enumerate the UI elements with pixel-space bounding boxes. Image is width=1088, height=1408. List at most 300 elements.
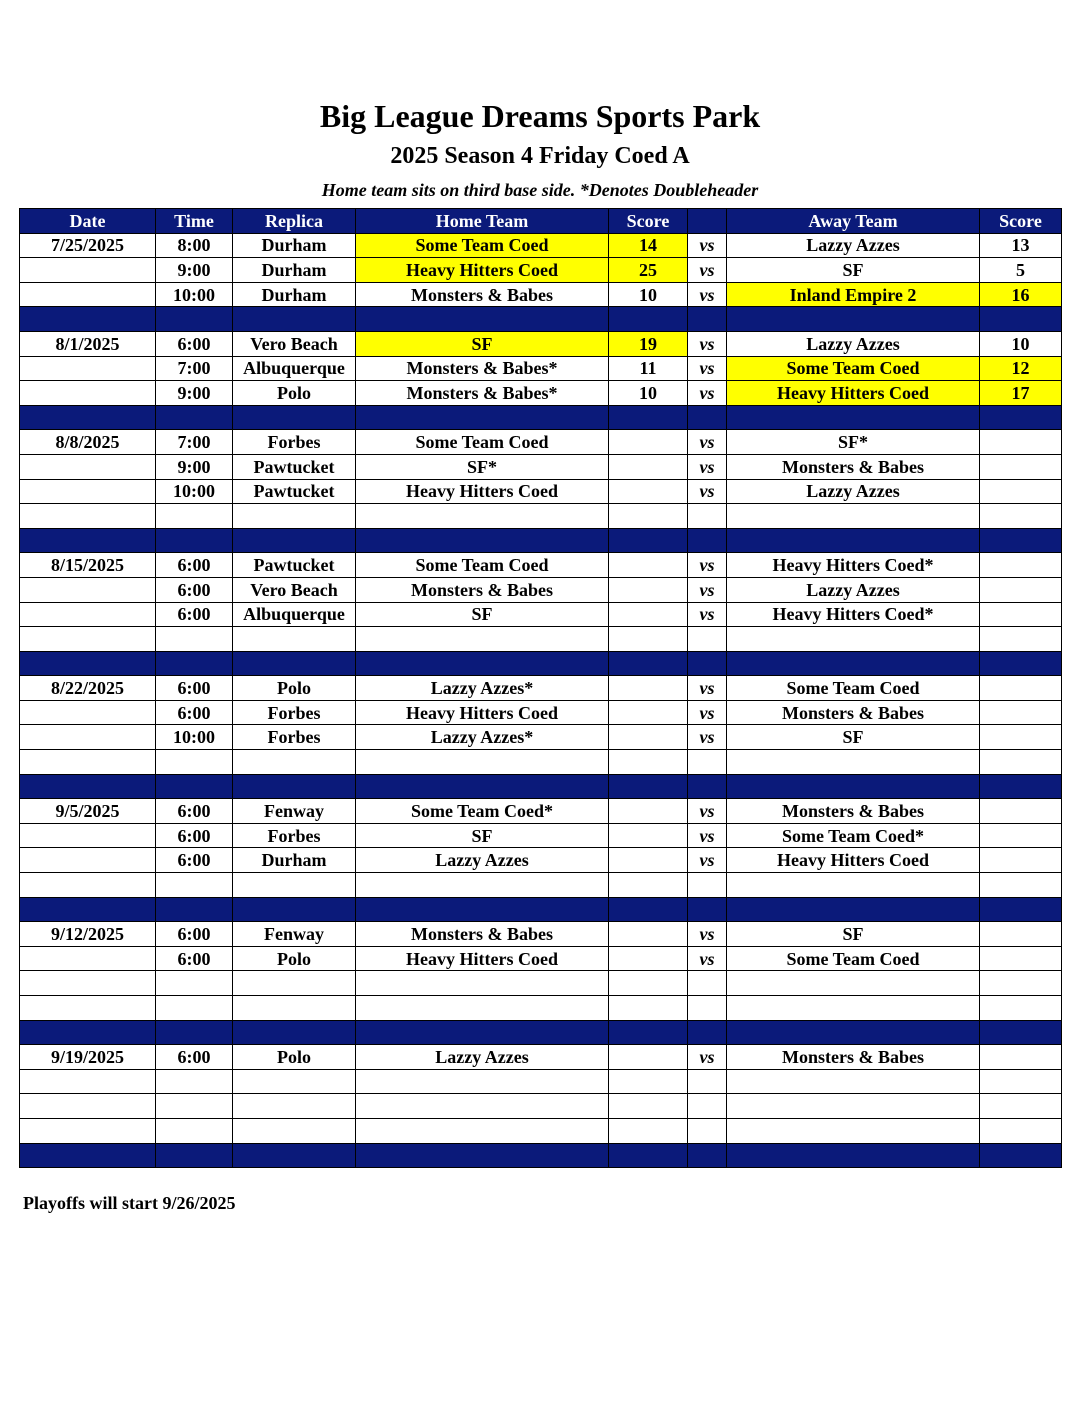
home-score-cell — [609, 602, 688, 627]
time-cell: 7:00 — [156, 356, 233, 381]
replica-cell — [233, 307, 356, 332]
away-score-cell — [980, 873, 1062, 898]
away-team-cell — [727, 1118, 980, 1143]
date-cell: 9/19/2025 — [20, 1045, 156, 1070]
header-away-score: Score — [980, 209, 1062, 234]
time-cell: 6:00 — [156, 602, 233, 627]
separator-row — [20, 1020, 1062, 1045]
away-team-cell: Heavy Hitters Coed* — [727, 602, 980, 627]
replica-cell — [233, 405, 356, 430]
time-cell — [156, 1143, 233, 1168]
vs-cell: vs — [688, 577, 727, 602]
away-score-cell: 17 — [980, 381, 1062, 406]
date-cell — [20, 1020, 156, 1045]
replica-cell — [233, 1069, 356, 1094]
home-team-cell: Some Team Coed* — [356, 799, 609, 824]
time-cell: 6:00 — [156, 922, 233, 947]
away-score-cell — [980, 307, 1062, 332]
date-cell — [20, 479, 156, 504]
home-team-cell: SF* — [356, 454, 609, 479]
replica-cell — [233, 627, 356, 652]
away-score-cell — [980, 405, 1062, 430]
time-cell — [156, 528, 233, 553]
replica-cell — [233, 750, 356, 775]
replica-cell: Fenway — [233, 799, 356, 824]
away-score-cell — [980, 996, 1062, 1021]
home-score-cell — [609, 946, 688, 971]
date-cell — [20, 873, 156, 898]
vs-cell — [688, 307, 727, 332]
away-team-cell: Lazzy Azzes — [727, 331, 980, 356]
away-team-cell — [727, 307, 980, 332]
home-team-cell: Monsters & Babes — [356, 577, 609, 602]
replica-cell — [233, 504, 356, 529]
replica-cell: Forbes — [233, 823, 356, 848]
home-team-cell — [356, 897, 609, 922]
replica-cell: Pawtucket — [233, 479, 356, 504]
separator-row — [20, 307, 1062, 332]
home-team-cell — [356, 1118, 609, 1143]
game-row — [20, 233, 1062, 258]
away-score-cell: 13 — [980, 233, 1062, 258]
home-score-cell — [609, 823, 688, 848]
replica-cell: Forbes — [233, 700, 356, 725]
empty-row — [20, 996, 1062, 1021]
home-score-cell — [609, 504, 688, 529]
header-away-team: Away Team — [727, 209, 980, 234]
home-team-cell: Monsters & Babes — [356, 282, 609, 307]
away-score-cell — [980, 799, 1062, 824]
replica-cell — [233, 897, 356, 922]
empty-row — [20, 873, 1062, 898]
away-score-cell — [980, 848, 1062, 873]
replica-cell — [233, 996, 356, 1021]
date-cell — [20, 504, 156, 529]
time-cell — [156, 627, 233, 652]
empty-row — [20, 1069, 1062, 1094]
home-score-cell: 10 — [609, 381, 688, 406]
home-team-cell — [356, 873, 609, 898]
date-cell: 9/12/2025 — [20, 922, 156, 947]
home-team-cell: Some Team Coed — [356, 233, 609, 258]
home-team-cell — [356, 996, 609, 1021]
vs-cell: vs — [688, 823, 727, 848]
away-score-cell: 16 — [980, 282, 1062, 307]
time-cell — [156, 1069, 233, 1094]
date-cell — [20, 725, 156, 750]
home-team-cell — [356, 1020, 609, 1045]
replica-cell: Vero Beach — [233, 577, 356, 602]
away-team-cell: Lazzy Azzes — [727, 577, 980, 602]
home-team-cell: Some Team Coed — [356, 430, 609, 455]
away-score-cell — [980, 725, 1062, 750]
away-team-cell: SF — [727, 258, 980, 283]
vs-cell: vs — [688, 479, 727, 504]
away-score-cell — [980, 553, 1062, 578]
home-score-cell — [609, 1069, 688, 1094]
date-cell — [20, 774, 156, 799]
away-team-cell: Heavy Hitters Coed — [727, 381, 980, 406]
vs-cell — [688, 504, 727, 529]
away-score-cell — [980, 528, 1062, 553]
home-score-cell — [609, 996, 688, 1021]
replica-cell: Forbes — [233, 725, 356, 750]
home-score-cell — [609, 873, 688, 898]
vs-cell: vs — [688, 258, 727, 283]
date-cell — [20, 602, 156, 627]
away-score-cell — [980, 577, 1062, 602]
vs-cell — [688, 405, 727, 430]
date-cell: 9/5/2025 — [20, 799, 156, 824]
replica-cell — [233, 971, 356, 996]
home-team-cell: Some Team Coed — [356, 553, 609, 578]
replica-cell — [233, 651, 356, 676]
time-cell — [156, 750, 233, 775]
home-score-cell — [609, 971, 688, 996]
time-cell: 6:00 — [156, 331, 233, 356]
date-cell — [20, 258, 156, 283]
time-cell — [156, 774, 233, 799]
home-score-cell — [609, 430, 688, 455]
game-row — [20, 922, 1062, 947]
home-score-cell — [609, 799, 688, 824]
away-team-cell: Monsters & Babes — [727, 799, 980, 824]
away-score-cell — [980, 676, 1062, 701]
home-score-cell — [609, 750, 688, 775]
away-score-cell — [980, 1069, 1062, 1094]
date-cell — [20, 897, 156, 922]
header-date: Date — [20, 209, 156, 234]
header-home-team: Home Team — [356, 209, 609, 234]
time-cell: 9:00 — [156, 381, 233, 406]
home-team-cell: SF — [356, 823, 609, 848]
home-team-cell — [356, 528, 609, 553]
time-cell — [156, 873, 233, 898]
away-score-cell — [980, 430, 1062, 455]
date-cell — [20, 1094, 156, 1119]
time-cell: 6:00 — [156, 799, 233, 824]
home-score-cell — [609, 774, 688, 799]
date-cell — [20, 651, 156, 676]
home-team-cell: Heavy Hitters Coed — [356, 479, 609, 504]
vs-cell: vs — [688, 848, 727, 873]
away-team-cell — [727, 1069, 980, 1094]
game-row — [20, 258, 1062, 283]
home-team-cell — [356, 651, 609, 676]
schedule-table — [19, 208, 1062, 1168]
away-score-cell — [980, 946, 1062, 971]
empty-row — [20, 1094, 1062, 1119]
date-cell: 8/15/2025 — [20, 553, 156, 578]
vs-cell: vs — [688, 381, 727, 406]
vs-cell: vs — [688, 725, 727, 750]
date-cell — [20, 282, 156, 307]
away-team-cell: Heavy Hitters Coed — [727, 848, 980, 873]
date-cell — [20, 823, 156, 848]
time-cell: 9:00 — [156, 454, 233, 479]
away-team-cell: SF — [727, 725, 980, 750]
away-score-cell — [980, 602, 1062, 627]
home-team-cell: Lazzy Azzes* — [356, 676, 609, 701]
separator-row — [20, 774, 1062, 799]
header-row — [20, 209, 1062, 234]
vs-cell — [688, 1143, 727, 1168]
away-score-cell — [980, 750, 1062, 775]
vs-cell: vs — [688, 233, 727, 258]
replica-cell: Pawtucket — [233, 454, 356, 479]
time-cell: 6:00 — [156, 946, 233, 971]
away-team-cell — [727, 1020, 980, 1045]
game-row — [20, 454, 1062, 479]
game-row — [20, 430, 1062, 455]
game-row — [20, 823, 1062, 848]
separator-row — [20, 405, 1062, 430]
away-score-cell — [980, 504, 1062, 529]
time-cell — [156, 1020, 233, 1045]
away-team-cell: Some Team Coed — [727, 356, 980, 381]
home-score-cell — [609, 897, 688, 922]
empty-row — [20, 504, 1062, 529]
home-score-cell — [609, 848, 688, 873]
replica-cell — [233, 774, 356, 799]
home-score-cell — [609, 479, 688, 504]
replica-cell: Albuquerque — [233, 356, 356, 381]
away-score-cell: 5 — [980, 258, 1062, 283]
game-row — [20, 479, 1062, 504]
date-cell: 7/25/2025 — [20, 233, 156, 258]
home-team-cell: SF — [356, 331, 609, 356]
header-time: Time — [156, 209, 233, 234]
away-score-cell — [980, 774, 1062, 799]
home-team-cell: SF — [356, 602, 609, 627]
away-team-cell — [727, 971, 980, 996]
header-replica: Replica — [233, 209, 356, 234]
vs-cell — [688, 897, 727, 922]
home-team-cell: Monsters & Babes* — [356, 356, 609, 381]
home-score-cell — [609, 577, 688, 602]
vs-cell — [688, 627, 727, 652]
away-team-cell: Some Team Coed* — [727, 823, 980, 848]
date-cell — [20, 700, 156, 725]
time-cell — [156, 504, 233, 529]
date-cell — [20, 528, 156, 553]
away-team-cell: SF* — [727, 430, 980, 455]
home-team-cell — [356, 504, 609, 529]
time-cell — [156, 971, 233, 996]
date-cell — [20, 577, 156, 602]
away-team-cell — [727, 405, 980, 430]
date-cell — [20, 307, 156, 332]
vs-cell: vs — [688, 454, 727, 479]
date-cell — [20, 848, 156, 873]
replica-cell — [233, 1020, 356, 1045]
game-row — [20, 700, 1062, 725]
game-row — [20, 946, 1062, 971]
away-team-cell: Monsters & Babes — [727, 700, 980, 725]
away-team-cell: SF — [727, 922, 980, 947]
game-row — [20, 577, 1062, 602]
home-team-cell — [356, 750, 609, 775]
date-cell: 8/1/2025 — [20, 331, 156, 356]
away-score-cell — [980, 1020, 1062, 1045]
vs-cell: vs — [688, 676, 727, 701]
separator-row — [20, 651, 1062, 676]
away-team-cell: Some Team Coed — [727, 676, 980, 701]
replica-cell: Albuquerque — [233, 602, 356, 627]
away-score-cell — [980, 1094, 1062, 1119]
away-team-cell: Monsters & Babes — [727, 1045, 980, 1070]
replica-cell: Polo — [233, 1045, 356, 1070]
vs-cell — [688, 1094, 727, 1119]
home-team-cell: Monsters & Babes* — [356, 381, 609, 406]
game-row — [20, 381, 1062, 406]
home-score-cell — [609, 1143, 688, 1168]
game-row — [20, 356, 1062, 381]
page-title: Big League Dreams Sports Park — [319, 98, 761, 134]
replica-cell: Vero Beach — [233, 331, 356, 356]
date-cell — [20, 381, 156, 406]
time-cell: 7:00 — [156, 430, 233, 455]
time-cell — [156, 651, 233, 676]
away-team-cell — [727, 504, 980, 529]
header-home-score: Score — [609, 209, 688, 234]
game-row — [20, 553, 1062, 578]
home-score-cell — [609, 651, 688, 676]
away-team-cell — [727, 1094, 980, 1119]
vs-cell — [688, 774, 727, 799]
home-score-cell — [609, 1118, 688, 1143]
away-team-cell: Heavy Hitters Coed* — [727, 553, 980, 578]
empty-row — [20, 971, 1062, 996]
game-row — [20, 676, 1062, 701]
empty-row — [20, 1118, 1062, 1143]
date-cell — [20, 405, 156, 430]
away-score-cell: 10 — [980, 331, 1062, 356]
home-score-cell — [609, 627, 688, 652]
home-team-cell — [356, 307, 609, 332]
game-row — [20, 725, 1062, 750]
time-cell: 9:00 — [156, 258, 233, 283]
away-score-cell — [980, 897, 1062, 922]
away-team-cell — [727, 897, 980, 922]
replica-cell: Polo — [233, 381, 356, 406]
home-score-cell — [609, 676, 688, 701]
vs-cell — [688, 1020, 727, 1045]
empty-row — [20, 627, 1062, 652]
away-score-cell — [980, 651, 1062, 676]
home-score-cell — [609, 454, 688, 479]
away-team-cell — [727, 627, 980, 652]
vs-cell — [688, 971, 727, 996]
away-team-cell — [727, 750, 980, 775]
away-score-cell — [980, 1143, 1062, 1168]
game-row — [20, 799, 1062, 824]
away-team-cell — [727, 651, 980, 676]
vs-cell — [688, 1069, 727, 1094]
away-team-cell — [727, 1143, 980, 1168]
away-team-cell: Inland Empire 2 — [727, 282, 980, 307]
replica-cell: Pawtucket — [233, 553, 356, 578]
time-cell — [156, 405, 233, 430]
time-cell — [156, 897, 233, 922]
game-row — [20, 1045, 1062, 1070]
time-cell: 6:00 — [156, 700, 233, 725]
date-cell — [20, 996, 156, 1021]
replica-cell — [233, 1143, 356, 1168]
vs-cell: vs — [688, 799, 727, 824]
vs-cell — [688, 528, 727, 553]
home-team-cell — [356, 971, 609, 996]
home-score-cell — [609, 922, 688, 947]
home-team-cell — [356, 1069, 609, 1094]
date-cell — [20, 1143, 156, 1168]
home-score-cell — [609, 1020, 688, 1045]
vs-cell: vs — [688, 946, 727, 971]
separator-row — [20, 897, 1062, 922]
home-score-cell — [609, 553, 688, 578]
vs-cell: vs — [688, 922, 727, 947]
vs-cell: vs — [688, 553, 727, 578]
date-cell — [20, 1118, 156, 1143]
replica-cell: Polo — [233, 676, 356, 701]
replica-cell: Fenway — [233, 922, 356, 947]
time-cell: 6:00 — [156, 577, 233, 602]
schedule-body — [20, 233, 1062, 1168]
home-team-cell — [356, 627, 609, 652]
away-score-cell — [980, 922, 1062, 947]
vs-cell — [688, 873, 727, 898]
home-team-cell: Lazzy Azzes — [356, 848, 609, 873]
away-team-cell: Monsters & Babes — [727, 454, 980, 479]
vs-cell — [688, 750, 727, 775]
vs-cell: vs — [688, 602, 727, 627]
time-cell — [156, 307, 233, 332]
time-cell: 6:00 — [156, 553, 233, 578]
away-score-cell — [980, 1118, 1062, 1143]
game-row — [20, 331, 1062, 356]
away-score-cell — [980, 823, 1062, 848]
home-score-cell — [609, 528, 688, 553]
away-score-cell — [980, 479, 1062, 504]
time-cell — [156, 1094, 233, 1119]
home-score-cell: 11 — [609, 356, 688, 381]
replica-cell — [233, 873, 356, 898]
home-team-cell — [356, 405, 609, 430]
home-team-cell: Heavy Hitters Coed — [356, 700, 609, 725]
date-cell — [20, 1069, 156, 1094]
time-cell: 10:00 — [156, 282, 233, 307]
replica-cell: Durham — [233, 258, 356, 283]
time-cell: 6:00 — [156, 676, 233, 701]
home-score-cell — [609, 1045, 688, 1070]
vs-cell: vs — [688, 700, 727, 725]
home-team-cell: Lazzy Azzes* — [356, 725, 609, 750]
date-cell: 8/22/2025 — [20, 676, 156, 701]
time-cell: 8:00 — [156, 233, 233, 258]
away-team-cell — [727, 774, 980, 799]
home-team-cell: Monsters & Babes — [356, 922, 609, 947]
date-cell — [20, 946, 156, 971]
away-team-cell — [727, 528, 980, 553]
replica-cell — [233, 528, 356, 553]
date-cell — [20, 750, 156, 775]
replica-cell: Durham — [233, 848, 356, 873]
time-cell — [156, 1118, 233, 1143]
date-cell — [20, 971, 156, 996]
time-cell: 10:00 — [156, 479, 233, 504]
date-cell: 8/8/2025 — [20, 430, 156, 455]
home-score-cell — [609, 700, 688, 725]
